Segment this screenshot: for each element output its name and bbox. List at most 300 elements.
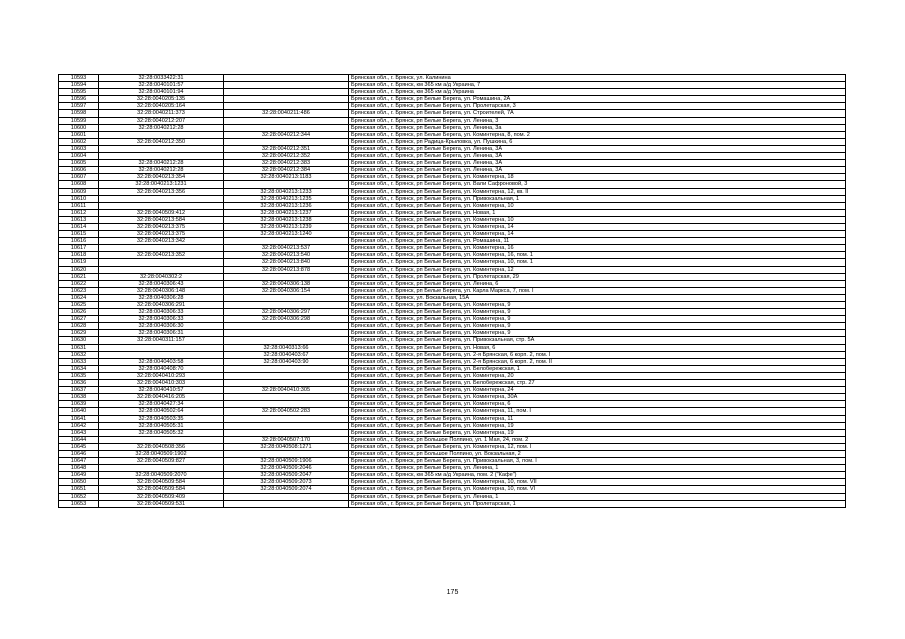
object-cadastral-cell: 32:28:0040403:67: [224, 351, 349, 358]
record-number-cell: 10648: [59, 465, 99, 472]
table-row: [59, 202, 846, 209]
object-cadastral-cell: [224, 401, 349, 408]
address-cell: Брянская обл., г. Брянск, рп Белые Берега, ул. Коминтерна, 10, пом. VI: [349, 486, 846, 493]
parcel-cadastral-cell: 32:28:0040306:33: [99, 309, 224, 316]
parcel-cadastral-cell: 32:28:0040101:57: [99, 82, 224, 89]
address-cell: Брянская обл., г. Брянск, рп Белые Берега, ул. Коминтерна, 18: [349, 174, 846, 181]
address-cell: Брянская обл., г. Брянск, км 365 км а/д Украина: [349, 89, 846, 96]
table-row: [59, 443, 846, 450]
page-number: 175: [446, 589, 459, 596]
parcel-cadastral-cell: 32:28:0040416:205: [99, 394, 224, 401]
address-cell: Брянская обл., г. Брянск, рп Белые Берега, ул. Коминтерна, 12: [349, 266, 846, 273]
address-cell: Брянская обл., г. Брянск, рп Белые Берега, ул. Привокзальная, 1: [349, 195, 846, 202]
parcel-cadastral-cell: [99, 351, 224, 358]
table-row: [59, 394, 846, 401]
object-cadastral-cell: 32:28:0040213:1239: [224, 223, 349, 230]
address-cell: Брянская обл., г. Брянск, рп Белые Берега, ул. Коминтерна, 9: [349, 323, 846, 330]
address-cell: Брянская обл., г. Брянск, рп Белые Берега, ул. Коминтерна, 10: [349, 216, 846, 223]
object-cadastral-cell: [224, 493, 349, 500]
table-row: [59, 273, 846, 280]
address-cell: Брянская обл., г. Брянск, рп Белые Берега, ул. Коминтерна, 9: [349, 316, 846, 323]
record-number-cell: 10594: [59, 82, 99, 89]
record-number-cell: 10607: [59, 174, 99, 181]
parcel-cadastral-cell: 32:28:0040505:31: [99, 422, 224, 429]
object-cadastral-cell: [224, 422, 349, 429]
object-cadastral-cell: [224, 380, 349, 387]
parcel-cadastral-cell: 32:28:0040213:375: [99, 231, 224, 238]
object-cadastral-cell: 32:28:0040212:384: [224, 167, 349, 174]
address-cell: Брянская обл., г. Брянск, рп Белые Берега, ул. Ленина, 3А: [349, 167, 846, 174]
object-cadastral-cell: [224, 181, 349, 188]
table-row: [59, 472, 846, 479]
table-row: [59, 365, 846, 372]
address-cell: Брянская обл., г. Брянск, рп Белые Берега, ул. Пролетарская, 29: [349, 273, 846, 280]
address-cell: Брянская обл., г. Брянск, рп Большое Полпино, ул. Вокзальная, 2: [349, 450, 846, 457]
object-cadastral-cell: [224, 75, 349, 82]
table-row: [59, 89, 846, 96]
parcel-cadastral-cell: [99, 202, 224, 209]
object-cadastral-cell: [224, 500, 349, 507]
parcel-cadastral-cell: 32:28:0040306:33: [99, 316, 224, 323]
parcel-cadastral-cell: 32:28:0040311:157: [99, 337, 224, 344]
object-cadastral-cell: 32:28:0040213:537: [224, 245, 349, 252]
record-number-cell: 10625: [59, 302, 99, 309]
table-row: [59, 231, 846, 238]
record-number-cell: 10628: [59, 323, 99, 330]
object-cadastral-cell: 32:28:0040212:383: [224, 160, 349, 167]
registry-table-body: [59, 75, 846, 508]
table-row: [59, 216, 846, 223]
address-cell: Брянская обл., г. Брянск, рп Белые Берега, ул. Коминтерна, 6: [349, 401, 846, 408]
address-cell: Брянская обл., г. Брянск, ул. Вокзальная, 15А: [349, 294, 846, 301]
table-row: [59, 408, 846, 415]
address-cell: Брянская обл., г. Брянск, рп Белые Берега, ул. Коминтерна, 14: [349, 223, 846, 230]
parcel-cadastral-cell: 32:28:0040306:148: [99, 287, 224, 294]
table-row: [59, 358, 846, 365]
table-row: [59, 500, 846, 507]
address-cell: Брянская обл., г. Брянск, рп Белые Берега, ул. Коминтерна, 8, пом. 2: [349, 131, 846, 138]
parcel-cadastral-cell: 32:28:0040212:207: [99, 117, 224, 124]
object-cadastral-cell: 32:28:0040509:2047: [224, 472, 349, 479]
object-cadastral-cell: 32:28:0040211:486: [224, 110, 349, 117]
record-number-cell: 10596: [59, 96, 99, 103]
record-number-cell: 10608: [59, 181, 99, 188]
object-cadastral-cell: [224, 372, 349, 379]
object-cadastral-cell: 32:28:0040509:2046: [224, 465, 349, 472]
object-cadastral-cell: 32:28:0040213:840: [224, 259, 349, 266]
address-cell: Брянская обл., г. Брянск, рп Белые Берега, ул. Ленина, 3а: [349, 124, 846, 131]
address-cell: Брянская обл., г. Брянск, рп Белые Берега, ул. Новая, 6: [349, 344, 846, 351]
parcel-cadastral-cell: 32:28:0040509:584: [99, 486, 224, 493]
record-number-cell: 10603: [59, 145, 99, 152]
record-number-cell: 10641: [59, 415, 99, 422]
object-cadastral-cell: [224, 294, 349, 301]
address-cell: Брянская обл., г. Брянск, рп Белые Берега, ул. Коминтерна, 10: [349, 202, 846, 209]
table-row: [59, 280, 846, 287]
address-cell: Брянская обл., г. Брянск, рп Белые Берега, ул. Ленина, 1: [349, 465, 846, 472]
object-cadastral-cell: [224, 89, 349, 96]
address-cell: Брянская обл., г. Брянск, рп Белые Берега, ул. Коминтерна, 11: [349, 415, 846, 422]
table-row: [59, 124, 846, 131]
table-row: [59, 436, 846, 443]
parcel-cadastral-cell: 32:28:0040306:28: [99, 294, 224, 301]
record-number-cell: 10646: [59, 450, 99, 457]
table-row: [59, 174, 846, 181]
object-cadastral-cell: [224, 103, 349, 110]
table-row: [59, 181, 846, 188]
table-row: [59, 330, 846, 337]
record-number-cell: 10636: [59, 380, 99, 387]
address-cell: Брянская обл., г. Брянск, ул. Калинина: [349, 75, 846, 82]
object-cadastral-cell: 32:28:0040306:298: [224, 316, 349, 323]
object-cadastral-cell: 32:28:0040213:878: [224, 266, 349, 273]
record-number-cell: 10605: [59, 160, 99, 167]
table-row: [59, 302, 846, 309]
table-row: [59, 344, 846, 351]
parcel-cadastral-cell: 32:28:0040306:43: [99, 280, 224, 287]
record-number-cell: 10600: [59, 124, 99, 131]
object-cadastral-cell: [224, 124, 349, 131]
parcel-cadastral-cell: 32:28:0040306:291: [99, 302, 224, 309]
object-cadastral-cell: 32:28:0040502:283: [224, 408, 349, 415]
parcel-cadastral-cell: 32:28:0040410:293: [99, 372, 224, 379]
object-cadastral-cell: 32:28:0040509:2073: [224, 479, 349, 486]
parcel-cadastral-cell: 32:28:0040302:2: [99, 273, 224, 280]
registry-table: [58, 74, 846, 508]
parcel-cadastral-cell: [99, 145, 224, 152]
parcel-cadastral-cell: 32:28:0040306:30: [99, 323, 224, 330]
record-number-cell: 10620: [59, 266, 99, 273]
table-row: [59, 209, 846, 216]
table-row: [59, 493, 846, 500]
object-cadastral-cell: [224, 429, 349, 436]
table-row: [59, 479, 846, 486]
object-cadastral-cell: 32:28:0040213:1238: [224, 216, 349, 223]
record-number-cell: 10611: [59, 202, 99, 209]
table-row: [59, 351, 846, 358]
table-row: [59, 387, 846, 394]
address-cell: Брянская обл., г. Брянск, рп Белые Берега, ул. Пролетарская, 3: [349, 103, 846, 110]
object-cadastral-cell: 32:28:0040212:351: [224, 145, 349, 152]
object-cadastral-cell: 32:28:0040212:344: [224, 131, 349, 138]
record-number-cell: 10632: [59, 351, 99, 358]
parcel-cadastral-cell: 32:28:0040502:64: [99, 408, 224, 415]
parcel-cadastral-cell: 32:28:0040509:827: [99, 458, 224, 465]
address-cell: Брянская обл., г. Брянск, рп Большое Полпино, ул. 1 Мая, 24, пом. 2: [349, 436, 846, 443]
table-row: [59, 145, 846, 152]
address-cell: Брянская обл., г. Брянск, рп Белые Берега, ул. Коминтерна, 12, пом. I: [349, 443, 846, 450]
record-number-cell: 10621: [59, 273, 99, 280]
address-cell: Брянская обл., г. Брянск, рп Белые Берега, ул. Новая, 1: [349, 209, 846, 216]
record-number-cell: 10638: [59, 394, 99, 401]
record-number-cell: 10640: [59, 408, 99, 415]
table-row: [59, 458, 846, 465]
table-row: [59, 252, 846, 259]
parcel-cadastral-cell: 32:28:0040403:58: [99, 358, 224, 365]
parcel-cadastral-cell: 32:28:0040408:70: [99, 365, 224, 372]
table-row: [59, 422, 846, 429]
object-cadastral-cell: 32:28:0040507:170: [224, 436, 349, 443]
object-cadastral-cell: 32:28:0040213:1237: [224, 209, 349, 216]
address-cell: Брянская обл., г. Брянск, рп Белые Берега, ул. Коминтерна, 24: [349, 387, 846, 394]
object-cadastral-cell: 32:28:0040306:154: [224, 287, 349, 294]
record-number-cell: 10610: [59, 195, 99, 202]
record-number-cell: 10627: [59, 316, 99, 323]
address-cell: Брянская обл., г. Брянск, рп Белые Берега, ул. Коминтерна, 20: [349, 372, 846, 379]
table-row: [59, 266, 846, 273]
object-cadastral-cell: 32:28:0040213:1183: [224, 174, 349, 181]
table-row: [59, 167, 846, 174]
record-number-cell: 10629: [59, 330, 99, 337]
record-number-cell: 10639: [59, 401, 99, 408]
address-cell: Брянская обл., г. Брянск, рп Белые Берега, ул. Коминтерна, 10, пом. 1: [349, 259, 846, 266]
record-number-cell: 10630: [59, 337, 99, 344]
record-number-cell: 10616: [59, 238, 99, 245]
record-number-cell: 10644: [59, 436, 99, 443]
object-cadastral-cell: 32:28:0040213:1235: [224, 195, 349, 202]
table-row: [59, 450, 846, 457]
address-cell: Брянская обл., г. Брянск, рп Белые Берега, ул. Коминтерна, 9: [349, 309, 846, 316]
object-cadastral-cell: [224, 96, 349, 103]
object-cadastral-cell: 32:28:0040213:540: [224, 252, 349, 259]
address-cell: Брянская обл., г. Брянск, рп Белые Берега, ул. Коминтерна, 9: [349, 330, 846, 337]
parcel-cadastral-cell: [99, 245, 224, 252]
object-cadastral-cell: 32:28:0040212:352: [224, 153, 349, 160]
record-number-cell: 10619: [59, 259, 99, 266]
table-row: [59, 429, 846, 436]
object-cadastral-cell: 32:28:0040410:305: [224, 387, 349, 394]
table-row: [59, 259, 846, 266]
record-number-cell: 10604: [59, 153, 99, 160]
record-number-cell: 10615: [59, 231, 99, 238]
address-cell: Брянская обл., г. Брянск, рп Белые Берега, ул. Вали Сафроновой, 3: [349, 181, 846, 188]
address-cell: Брянская обл., г. Брянск, рп Белые Берега, ул. Коминтерна, 16: [349, 245, 846, 252]
record-number-cell: 10623: [59, 287, 99, 294]
parcel-cadastral-cell: [99, 266, 224, 273]
table-row: [59, 103, 846, 110]
table-row: [59, 131, 846, 138]
record-number-cell: 10622: [59, 280, 99, 287]
address-cell: Брянская обл., г. Брянск, рп Белые Берега, ул. Коминтерна, 16, пом. 1: [349, 252, 846, 259]
table-row: [59, 316, 846, 323]
record-number-cell: 10643: [59, 429, 99, 436]
address-cell: Брянская обл., г. Брянск, рп Белые Берега, ул. Коминтерна, 11, пом. I: [349, 408, 846, 415]
parcel-cadastral-cell: [99, 131, 224, 138]
record-number-cell: 10606: [59, 167, 99, 174]
address-cell: Брянская обл., г. Брянск, рп Белые Берега, ул. Белобережская, стр. 27: [349, 380, 846, 387]
parcel-cadastral-cell: 32:28:0040213:352: [99, 252, 224, 259]
record-number-cell: 10613: [59, 216, 99, 223]
parcel-cadastral-cell: 32:28:0040509:2070: [99, 472, 224, 479]
object-cadastral-cell: 32:28:0040509:2074: [224, 486, 349, 493]
object-cadastral-cell: [224, 450, 349, 457]
parcel-cadastral-cell: 32:28:0040427:34: [99, 401, 224, 408]
address-cell: Брянская обл., г. Брянск, рп Белые Берега, ул. Привокзальная, 3, пом. I: [349, 458, 846, 465]
record-number-cell: 10599: [59, 117, 99, 124]
address-cell: Брянская обл., г. Брянск, рп Белые Берега, ул. Коминтерна, 10, пом. VII: [349, 479, 846, 486]
record-number-cell: 10597: [59, 103, 99, 110]
record-number-cell: 10614: [59, 223, 99, 230]
table-row: [59, 96, 846, 103]
parcel-cadastral-cell: 32:28:0040509:584: [99, 479, 224, 486]
record-number-cell: 10601: [59, 131, 99, 138]
object-cadastral-cell: 32:28:0040509:1906: [224, 458, 349, 465]
parcel-cadastral-cell: 32:28:0040213:375: [99, 223, 224, 230]
parcel-cadastral-cell: 32:28:0040212:28: [99, 160, 224, 167]
parcel-cadastral-cell: 32:28:0040205:164: [99, 103, 224, 110]
parcel-cadastral-cell: 32:28:0040508:356: [99, 443, 224, 450]
record-number-cell: 10609: [59, 188, 99, 195]
address-cell: Брянская обл., г. Брянск, рп Белые Берега, ул. Ленина, 1: [349, 493, 846, 500]
object-cadastral-cell: [224, 82, 349, 89]
address-cell: Брянская обл., г. Брянск, рп Белые Берега, ул. Ленина, 3А: [349, 145, 846, 152]
record-number-cell: 10626: [59, 309, 99, 316]
object-cadastral-cell: [224, 273, 349, 280]
parcel-cadastral-cell: 32:28:0040503:35: [99, 415, 224, 422]
record-number-cell: 10645: [59, 443, 99, 450]
parcel-cadastral-cell: 32:28:0040213:584: [99, 216, 224, 223]
object-cadastral-cell: 32:28:0040313:66: [224, 344, 349, 351]
address-cell: Брянская обл., г. Брянск, рп Белые Берега, ул. Коминтерна, 19: [349, 422, 846, 429]
parcel-cadastral-cell: [99, 195, 224, 202]
address-cell: Брянская обл., г. Брянск, рп Белые Берега, ул. 2-я Брянская, 6 корп. 2, пом. II: [349, 358, 846, 365]
object-cadastral-cell: [224, 238, 349, 245]
object-cadastral-cell: [224, 365, 349, 372]
address-cell: Брянская обл., г. Брянск, рп Белые Берега, ул. Ленина, 3А: [349, 160, 846, 167]
parcel-cadastral-cell: 32:28:0040205:135: [99, 96, 224, 103]
record-number-cell: 10647: [59, 458, 99, 465]
table-row: [59, 294, 846, 301]
object-cadastral-cell: [224, 302, 349, 309]
parcel-cadastral-cell: 32:28:0040212:350: [99, 138, 224, 145]
record-number-cell: 10650: [59, 479, 99, 486]
table-row: [59, 82, 846, 89]
address-cell: Брянская обл., г. Брянск, рп Белые Берега, ул. Ленина, 3: [349, 117, 846, 124]
record-number-cell: 10618: [59, 252, 99, 259]
parcel-cadastral-cell: [99, 259, 224, 266]
parcel-cadastral-cell: 32:28:0040212:28: [99, 167, 224, 174]
record-number-cell: 10612: [59, 209, 99, 216]
record-number-cell: 10652: [59, 493, 99, 500]
parcel-cadastral-cell: 32:28:0040211:373: [99, 110, 224, 117]
record-number-cell: 10635: [59, 372, 99, 379]
address-cell: Брянская обл., г. Брянск, рп Белые Берега, ул. Пролетарская, 1: [349, 500, 846, 507]
record-number-cell: 10602: [59, 138, 99, 145]
parcel-cadastral-cell: 32:28:0040509:1902: [99, 450, 224, 457]
object-cadastral-cell: [224, 337, 349, 344]
parcel-cadastral-cell: 32:28:0040410:57: [99, 387, 224, 394]
object-cadastral-cell: 32:28:0040508:1271: [224, 443, 349, 450]
record-number-cell: 10595: [59, 89, 99, 96]
table-row: [59, 75, 846, 82]
address-cell: Брянская обл., г. Брянск, км 365 км а/д Украина, 7: [349, 82, 846, 89]
parcel-cadastral-cell: 32:28:0040213:1231: [99, 181, 224, 188]
parcel-cadastral-cell: 32:28:0040213:342: [99, 238, 224, 245]
table-row: [59, 223, 846, 230]
parcel-cadastral-cell: 32:28:0040505:32: [99, 429, 224, 436]
parcel-cadastral-cell: 32:28:0040212:28: [99, 124, 224, 131]
table-row: [59, 138, 846, 145]
parcel-cadastral-cell: 32:28:0040213:356: [99, 188, 224, 195]
table-row: [59, 323, 846, 330]
table-row: [59, 486, 846, 493]
record-number-cell: 10624: [59, 294, 99, 301]
record-number-cell: 10649: [59, 472, 99, 479]
object-cadastral-cell: 32:28:0040306:138: [224, 280, 349, 287]
object-cadastral-cell: [224, 323, 349, 330]
address-cell: Брянская обл., г. Брянск, рп Белые Берега, ул. Коминтерна, 12, кв. II: [349, 188, 846, 195]
object-cadastral-cell: 32:28:0040213:1240: [224, 231, 349, 238]
address-cell: Брянская обл., г. Брянск, рп Белые Берега, ул. Коминтерна, 9: [349, 302, 846, 309]
address-cell: Брянская обл., г. Брянск, рп Белые Берега, ул. Белобережская, 1: [349, 365, 846, 372]
parcel-cadastral-cell: 32:28:0040306:31: [99, 330, 224, 337]
address-cell: Брянская обл., г. Брянск, рп Белые Берега, ул. 2-я Брянская, 6 корп. 2, пом. I: [349, 351, 846, 358]
address-cell: Брянская обл., г. Брянск, рп Белые Берега, ул. Привокзальная, стр. 5А: [349, 337, 846, 344]
table-row: [59, 415, 846, 422]
table-row: [59, 380, 846, 387]
record-number-cell: 10617: [59, 245, 99, 252]
address-cell: Брянская обл., г. Брянск, рп Белые Берега, ул. Ромашина, 11: [349, 238, 846, 245]
table-row: [59, 372, 846, 379]
table-row: [59, 160, 846, 167]
address-cell: Брянская обл., г. Брянск, рп Белые Берега, ул. Коминтерна, 19: [349, 429, 846, 436]
record-number-cell: 10653: [59, 500, 99, 507]
parcel-cadastral-cell: 32:28:0040101:94: [99, 89, 224, 96]
parcel-cadastral-cell: 32:28:0033422:31: [99, 75, 224, 82]
parcel-cadastral-cell: [99, 344, 224, 351]
object-cadastral-cell: [224, 117, 349, 124]
address-cell: Брянская обл., г. Брянск, рп Белые Берега, ул. Строителей, 7А: [349, 110, 846, 117]
address-cell: Брянская обл., г. Брянск, рп Радица-Крыловка, ул. Пушкина, 6: [349, 138, 846, 145]
record-number-cell: 10598: [59, 110, 99, 117]
table-row: [59, 110, 846, 117]
parcel-cadastral-cell: 32:28:0040509:409: [99, 493, 224, 500]
table-row: [59, 238, 846, 245]
parcel-cadastral-cell: 32:28:0040213:354: [99, 174, 224, 181]
record-number-cell: 10634: [59, 365, 99, 372]
table-row: [59, 195, 846, 202]
table-row: [59, 245, 846, 252]
table-row: [59, 337, 846, 344]
table-row: [59, 188, 846, 195]
address-cell: Брянская обл., г. Брянск, рп Белые Берега, ул. Коминтерна, 14: [349, 231, 846, 238]
parcel-cadastral-cell: [99, 465, 224, 472]
address-cell: Брянская обл., г. Брянск, рп Белые Берега, ул. Коминтерна, 30А: [349, 394, 846, 401]
table-row: [59, 465, 846, 472]
object-cadastral-cell: [224, 330, 349, 337]
object-cadastral-cell: [224, 415, 349, 422]
object-cadastral-cell: [224, 138, 349, 145]
table-row: [59, 153, 846, 160]
address-cell: Брянская обл., г. Брянск, рп Белые Берега, ул. Ленина, 3А: [349, 153, 846, 160]
object-cadastral-cell: 32:28:0040213:1236: [224, 202, 349, 209]
object-cadastral-cell: [224, 394, 349, 401]
record-number-cell: 10651: [59, 486, 99, 493]
address-cell: Брянская обл., г. Брянск, рп Белые Берега, ул. Ромашина, 2А: [349, 96, 846, 103]
object-cadastral-cell: 32:28:0040403:90: [224, 358, 349, 365]
address-cell: Брянская обл., г. Брянск, рп Белые Берега, ул. Карла Маркса, 7, пом. I: [349, 287, 846, 294]
table-row: [59, 401, 846, 408]
parcel-cadastral-cell: [99, 153, 224, 160]
object-cadastral-cell: 32:28:0040213:1233: [224, 188, 349, 195]
record-number-cell: 10642: [59, 422, 99, 429]
parcel-cadastral-cell: 32:28:0040509:412: [99, 209, 224, 216]
table-row: [59, 287, 846, 294]
object-cadastral-cell: 32:28:0040306:297: [224, 309, 349, 316]
address-cell: Брянская обл., г. Брянск, рп Белые Берега, ул. Ленина, 6: [349, 280, 846, 287]
parcel-cadastral-cell: 32:28:0040509:531: [99, 500, 224, 507]
table-row: [59, 117, 846, 124]
